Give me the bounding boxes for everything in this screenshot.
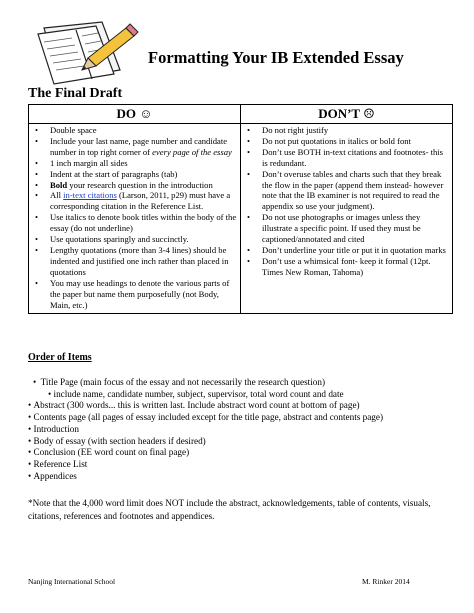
order-item: • Body of essay (with section headers if desired) [28,436,458,448]
do-item: • Double space [32,125,237,136]
footer-school: Nanjing International School [28,577,116,586]
word-limit-note: *Note that the 4,000 word limit does NOT include the abstract, acknowledgements, table of contents, visuals, citations, references and footnotes and appendices. [28,498,431,521]
emphasis-text: every page of the essay [152,146,232,157]
order-of-items-title: Order of Items [28,352,92,363]
do-item: • 1 inch margin all sides [32,158,237,169]
dont-item: • Don’t underline your title or put it in quotation marks [244,245,449,256]
do-item: • Lengthy quotations (more than 3-4 lines) should be indented and justified one inch rather than placed in quotations [32,245,237,278]
in-text-citations-link[interactable]: in-text citations [63,190,117,201]
dont-item: • Don’t overuse tables and charts such that they break the flow in the paper (append them instead- however note that the IB examiner is not required to read the appendix so use your judgment). [244,169,449,213]
do-list [32,125,237,310]
dont-item: • Do not right justify [244,125,449,136]
order-item: • Conclusion (EE word count on final page) [28,447,458,459]
document-title: Formatting Your IB Extended Essay [148,48,404,67]
order-item: • Contents page (all pages of essay included except for the title page, abstract and contents page) [28,412,458,424]
dont-item: • Don’t use a whimsical font- keep it formal (12pt. Times New Roman, Tahoma) [244,256,449,278]
dont-list [244,125,449,278]
do-column-header: DO ☺ [29,105,241,124]
do-item: • Use quotations sparingly and succinctly. [32,234,237,245]
order-of-items-list [28,377,458,482]
order-subitem: • include name, candidate number, subject, supervisor, total word count and date [48,388,344,399]
footer-author: M. Rinker 2014 [362,577,410,586]
section-title-final-draft: The Final Draft [28,86,123,101]
order-item: • Appendices [28,471,458,483]
do-item: • Include your last name, page number and candidate number in top right corner of every page of the essay [32,136,237,158]
order-item: • Abstract (300 words... this is written last. Include abstract word count at bottom of page) [28,400,458,412]
do-item: • Use italics to denote book titles within the body of the essay (do not underline) [32,212,237,234]
order-item: • Reference List [28,459,458,471]
order-item: • Introduction [28,424,458,436]
document-header [30,14,450,86]
dont-item: • Do not use photographs or images unless they illustrate a specific point. If used they must be captioned/annotated and cited [244,212,449,245]
do-column [29,124,241,314]
dont-column-header: DON’T ☹ [241,105,453,124]
dont-item: • Don’t use BOTH in-text citations and footnotes- this is redundant. [244,147,449,169]
order-item: • Title Page (main focus of the essay and not necessarily the research question) [28,377,458,389]
do-item: • Indent at the start of paragraphs (tab) [32,169,237,180]
dont-item: • Do not put quotations in italics or bold font [244,136,449,147]
notebook-pencil-clipart [30,14,140,86]
do-dont-table [28,104,453,314]
bold-text: Bold [50,179,68,190]
do-item: • You may use headings to denote the various parts of the paper but name them purposefully (not Body, Main, etc.) [32,278,237,311]
dont-column [241,124,453,314]
do-item: • Bold your research question in the introduction [32,180,237,191]
do-item: • All in-text citations (Larson, 2011, p29) must have a corresponding citation in the Reference List. [32,190,237,212]
